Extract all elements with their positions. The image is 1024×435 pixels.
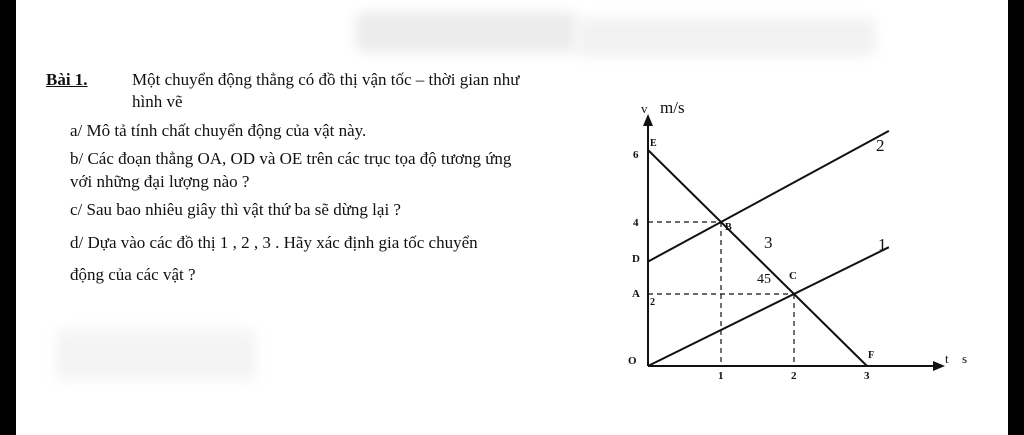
v-axis-label: v <box>641 101 648 116</box>
series-line-3 <box>648 150 867 366</box>
question-d-line2: động của các vật ? <box>70 265 196 284</box>
point-b-label: B <box>725 222 732 233</box>
line-label-1: 1 <box>878 235 887 254</box>
point-c-label: C <box>789 270 797 282</box>
point-d-label: D <box>632 253 640 265</box>
t-axis-arrow <box>933 361 945 371</box>
question-b-line2: với những đại lượng nào ? <box>70 172 250 191</box>
velocity-time-graph <box>16 0 1008 435</box>
point-e-label: E <box>650 138 657 149</box>
angle-label: 45 <box>757 272 771 287</box>
y-tick-4: 4 <box>633 217 639 229</box>
series-line-1 <box>648 247 889 366</box>
question-d-line1: d/ Dựa vào các đồ thị 1 , 2 , 3 . Hãy xác định gia tốc chuyển <box>70 233 478 252</box>
y-tick-6: 6 <box>633 149 639 161</box>
problem-heading: Bài 1. <box>46 70 88 89</box>
point-f-label: F <box>868 350 875 361</box>
x-tick-3: 3 <box>864 370 870 382</box>
x-tick-1: 1 <box>718 370 724 382</box>
question-c: c/ Sau bao nhiêu giây thì vật thứ ba sẽ dừng lại ? <box>70 200 401 219</box>
small-2-label: 2 <box>650 297 655 308</box>
t-axis-label: t <box>945 351 949 366</box>
line-label-2: 2 <box>876 136 885 155</box>
v-unit-label: m/s <box>660 98 685 117</box>
t-unit-label: s <box>962 351 968 366</box>
x-tick-2: 2 <box>791 370 797 382</box>
question-b-line1: b/ Các đoạn thẳng OA, OD và OE trên các trục tọa độ tương ứng <box>70 149 512 168</box>
problem-intro-line2: hình vẽ <box>132 92 183 111</box>
line-label-3: 3 <box>764 233 773 252</box>
graph-labels <box>628 98 967 382</box>
document-page <box>16 0 1008 435</box>
origin-label: O <box>628 355 637 367</box>
point-a-label: A <box>632 288 640 300</box>
problem-intro-line1: Một chuyển động thẳng có đồ thị vận tốc – thời gian như <box>132 70 520 89</box>
question-a: a/ Mô tả tính chất chuyển động của vật này. <box>70 121 367 140</box>
